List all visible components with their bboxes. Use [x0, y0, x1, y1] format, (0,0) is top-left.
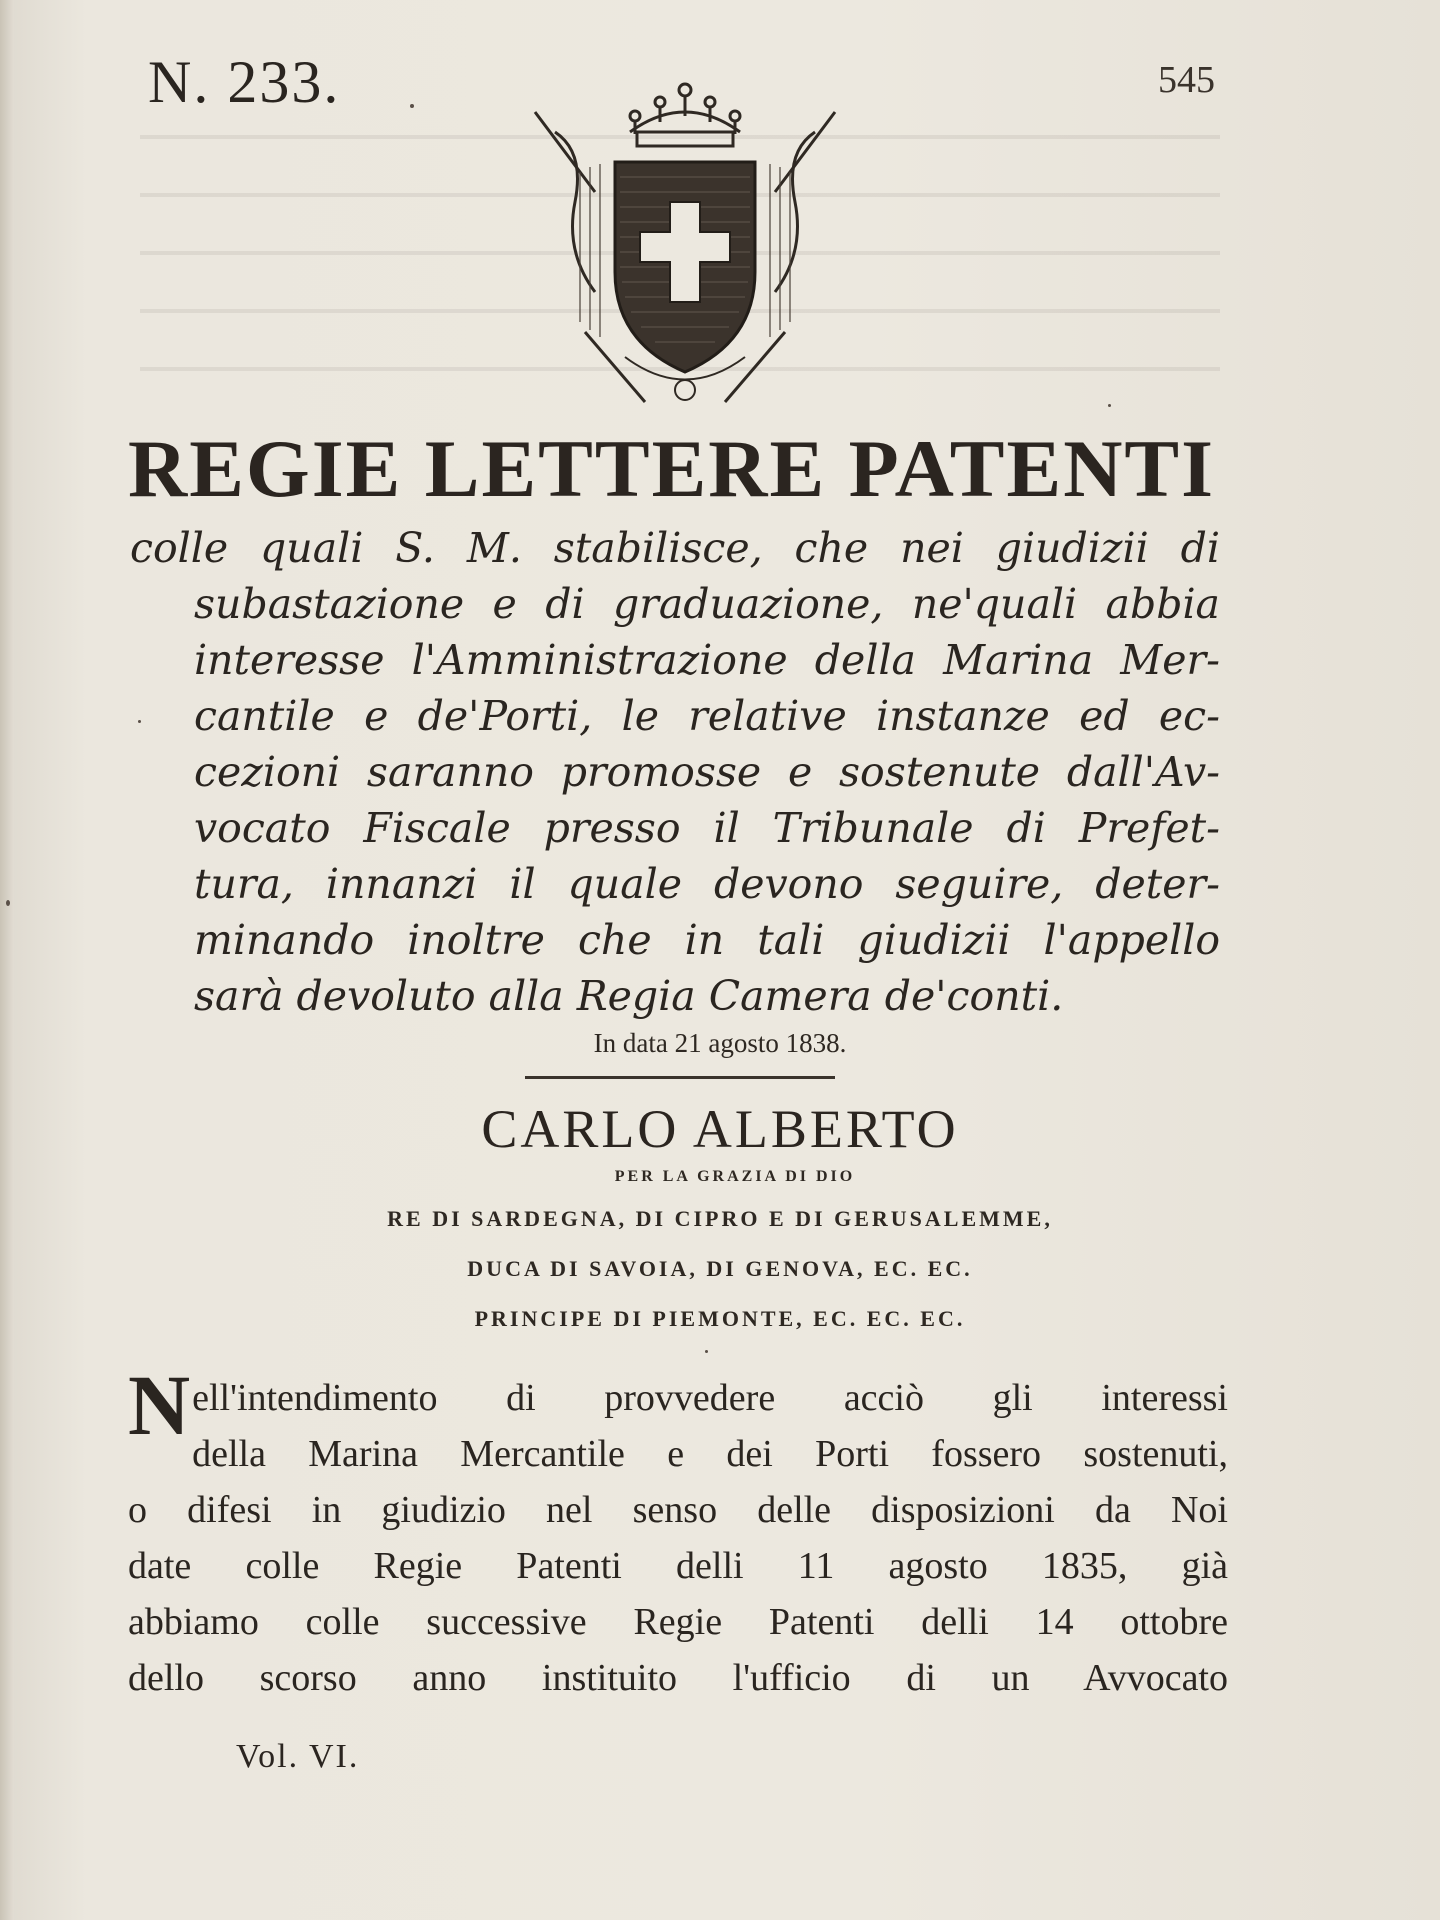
summary-paragraph [130, 520, 1220, 1024]
summary-line: interesse l'Amministrazione della Marina Mer- [194, 636, 1220, 684]
signature-mark: Vol. VI. [236, 1738, 360, 1775]
summary-line: tura, innanzi il quale devono seguire, deter- [194, 860, 1220, 908]
sovereign-name: CARLO ALBERTO [481, 1099, 959, 1159]
body-line: ell'intendimento di provvedere acciò gli interessi [192, 1377, 1228, 1419]
summary-line: colle quali S. M. stabilisce, che nei giudizii di [130, 524, 1220, 572]
ink-speck [705, 1350, 708, 1353]
body-line: della Marina Mercantile e dei Porti fossero sostenuti, [192, 1433, 1228, 1475]
drop-cap: N [128, 1357, 191, 1453]
page-edge-shadow [0, 0, 14, 1920]
summary-line: cantile e de'Porti, le relative instanze ed ec- [194, 692, 1220, 740]
ink-speck [138, 720, 141, 723]
body-line: abbiamo colle successive Regie Patenti delli 14 ottobre [128, 1601, 1228, 1643]
date-line: In data 21 agosto 1838. [593, 1028, 847, 1058]
body-line: dello scorso anno instituito l'ufficio di un Avvocato [128, 1657, 1228, 1699]
summary-line: sarà devoluto alla Regia Camera de'conti. [194, 972, 1064, 1020]
divider-rule [525, 1076, 835, 1079]
summary-line: minando inoltre che in tali giudizii l'appello [194, 916, 1220, 964]
ink-speck [1108, 404, 1111, 407]
summary-line: cezioni saranno promosse e sostenute dall'Av- [194, 748, 1220, 796]
body-paragraph [128, 1357, 1228, 1706]
royal-title-line: RE DI SARDEGNA, DI CIPRO E DI GERUSALEMME, [387, 1206, 1053, 1231]
summary-line: vocato Fiscale presso il Tribunale di Prefet- [194, 804, 1220, 852]
savoy-coat-of-arms-icon [525, 72, 845, 412]
royal-title-line: DUCA DI SAVOIA, DI GENOVA, EC. EC. [467, 1256, 973, 1281]
ink-speck [6, 900, 10, 906]
body-line: o difesi in giudizio nel senso delle disposizioni da Noi [128, 1489, 1228, 1531]
body-line: date colle Regie Patenti delli 11 agosto 1835, già [128, 1545, 1228, 1587]
ink-speck [410, 104, 414, 108]
summary-line: subastazione e di graduazione, ne'quali abbia [194, 580, 1220, 628]
royal-title-line: PRINCIPE DI PIEMONTE, EC. EC. EC. [474, 1306, 966, 1331]
grace-formula: PER LA GRAZIA DI DIO [614, 1168, 856, 1185]
page-number: 545 [1158, 59, 1215, 101]
document-title: REGIE LETTERE PATENTI [128, 423, 1216, 514]
document-number: N. 233. [148, 49, 341, 115]
